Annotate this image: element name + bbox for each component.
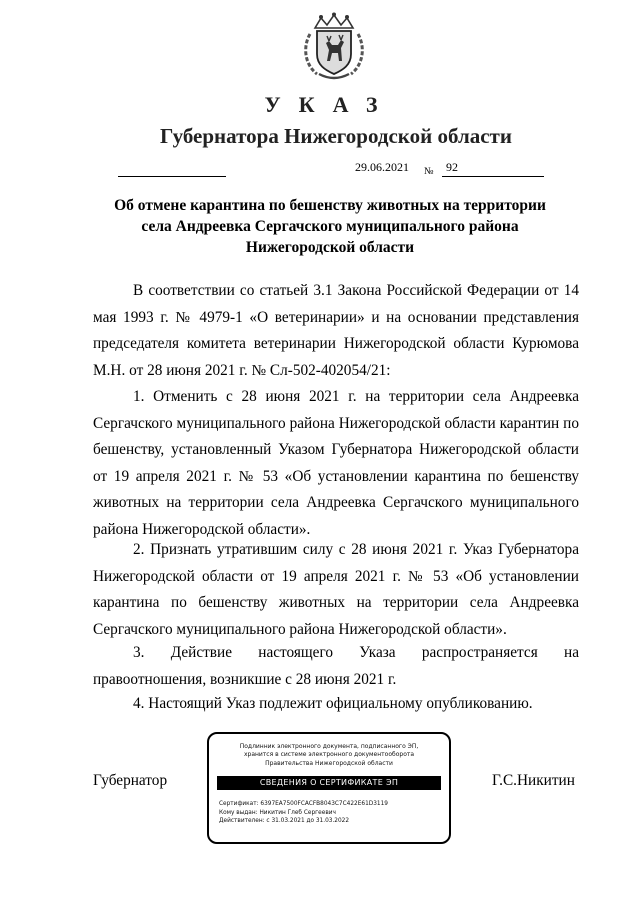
title-line: Нижегородской области xyxy=(245,239,415,256)
electronic-signature-stamp xyxy=(207,732,451,844)
document-type-heading: УКАЗ xyxy=(264,92,396,117)
certificate-info-header: СВЕДЕНИЯ О СЕРТИФИКАТЕ ЭП xyxy=(217,776,441,790)
certificate-validity: Действителен: с 31.03.2021 до 31.03.2022 xyxy=(219,818,350,824)
document-date: 29.06.2021 xyxy=(355,160,409,174)
signature-note-line: хранится в системе электронного документооборота xyxy=(243,751,415,759)
document-number: 92 xyxy=(446,160,458,174)
clause-2-paragraph: 2. Признать утратившим силу с 28 июня 2021 г. Указ Губернатора Нижегородской области от 19 апреля 2021 г. № 53 «Об установлении карантина по бешенству животных на территории села Андреевка Сергачского муниципального района Нижегородской области». xyxy=(93,541,579,638)
number-label: № xyxy=(424,166,434,177)
clause-3-paragraph: 3. Действие настоящего Указа распространяется на правоотношения, возникшие с 28 июня 2021 г. xyxy=(93,644,579,688)
title-line: села Андреевка Сергачского муниципального района xyxy=(141,218,519,235)
certificate-serial: Сертификат: 6397EA7500FCACFB8043C7C422E61D3119 xyxy=(219,801,388,807)
signature-note-line: Правительства Нижегородской области xyxy=(265,759,393,767)
certificate-owner: Кому выдан: Никитин Глеб Сергеевич xyxy=(219,809,336,816)
date-underline-left xyxy=(118,176,226,177)
clause-4-paragraph: 4. Настоящий Указ подлежит официальному опубликованию. xyxy=(133,695,533,712)
preamble-paragraph: В соответствии со статьей 3.1 Закона Российской Федерации от 14 мая 1993 г. № 4979-1 «О ветеринарии» и на основании представления председателя комитета ветеринарии Нижегородской области Курюмова М.Н. от 28 июня 2021 г. № Сл-502-402054/21: xyxy=(93,282,579,379)
number-underline xyxy=(442,176,544,177)
title-line: Об отмене карантина по бешенству животных на территории xyxy=(114,197,546,214)
signatory-name: Г.С.Никитин xyxy=(492,772,575,789)
certificate-details xyxy=(219,800,445,826)
issuer-heading: Губернатора Нижегородской области xyxy=(160,124,512,148)
signatory-position: Губернатор xyxy=(93,772,168,789)
document-title xyxy=(100,195,560,258)
signature-note xyxy=(217,743,441,768)
clause-1-paragraph: 1. Отменить с 28 июня 2021 г. на территории села Андреевка Сергачского муниципального района Нижегородской области карантин по бешенству, установленный Указом Губернатора Нижегородской области от 19 апреля 2021 г. № 53 «Об установлении карантина по бешенству животных на территории села Андреевка Сергачского муниципального района Нижегородской области». xyxy=(93,388,579,538)
signature-note-line: Подлинник электронного документа, подписанного ЭП, xyxy=(239,743,419,750)
coat-of-arms-emblem xyxy=(301,12,367,80)
